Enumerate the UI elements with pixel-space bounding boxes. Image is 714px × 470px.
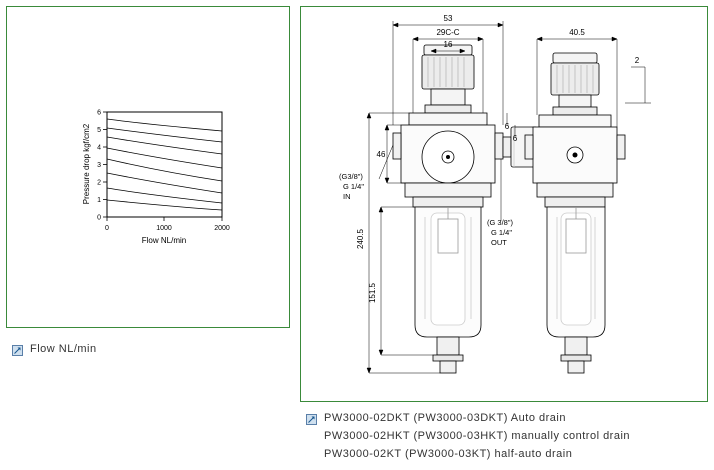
- svg-text:(G3/8"): (G3/8"): [339, 172, 363, 181]
- svg-text:2: 2: [97, 179, 101, 187]
- assembly-drawing-panel: [300, 6, 708, 402]
- filter-regulator-drawing: [301, 7, 707, 401]
- svg-text:OUT: OUT: [491, 238, 507, 247]
- y-tick-labels: [97, 110, 101, 222]
- svg-text:40.5: 40.5: [569, 28, 585, 37]
- svg-text:53: 53: [443, 14, 453, 23]
- svg-text:(G 3/8"): (G 3/8"): [487, 218, 514, 227]
- svg-text:151.5: 151.5: [368, 282, 377, 304]
- svg-text:3: 3: [97, 162, 101, 169]
- svg-text:6: 6: [504, 122, 510, 131]
- x-tick-labels: [105, 225, 230, 232]
- svg-text:2000: 2000: [214, 225, 230, 232]
- chart-link-icon[interactable]: [12, 345, 23, 356]
- pressure-drop-chart: [7, 7, 289, 327]
- svg-text:6: 6: [97, 109, 101, 117]
- svg-text:G 1/4": G 1/4": [491, 228, 513, 237]
- svg-text:46: 46: [376, 150, 386, 159]
- left-caption-label: Flow NL/min: [30, 343, 97, 355]
- chart-x-axis-label: Flow NL/min: [141, 236, 187, 245]
- svg-text:240.5: 240.5: [356, 228, 365, 250]
- svg-text:2: 2: [634, 56, 640, 65]
- svg-text:G 1/4": G 1/4": [343, 182, 365, 191]
- chart-y-axis-label: Pressure drop kgf/cm2: [82, 123, 91, 205]
- svg-text:5: 5: [97, 127, 101, 134]
- svg-text:16: 16: [443, 40, 453, 49]
- svg-text:1: 1: [97, 197, 101, 204]
- flow-chart-panel: [6, 6, 290, 328]
- svg-text:IN: IN: [343, 192, 351, 201]
- svg-text:4: 4: [97, 144, 101, 152]
- drawing-link-icon[interactable]: [306, 414, 317, 425]
- svg-text:29C-C: 29C-C: [436, 28, 460, 37]
- svg-text:0: 0: [97, 214, 101, 222]
- model-caption-line-3: PW3000-02KT (PW3000-03KT) half-auto drain: [324, 448, 573, 460]
- svg-text:0: 0: [105, 225, 109, 232]
- model-caption-line-2: PW3000-02HKT (PW3000-03HKT) manually control drain: [324, 430, 631, 442]
- svg-text:6: 6: [512, 134, 518, 143]
- model-caption-line-1: PW3000-02DKT (PW3000-03DKT) Auto drain: [324, 412, 566, 424]
- svg-text:1000: 1000: [156, 225, 172, 232]
